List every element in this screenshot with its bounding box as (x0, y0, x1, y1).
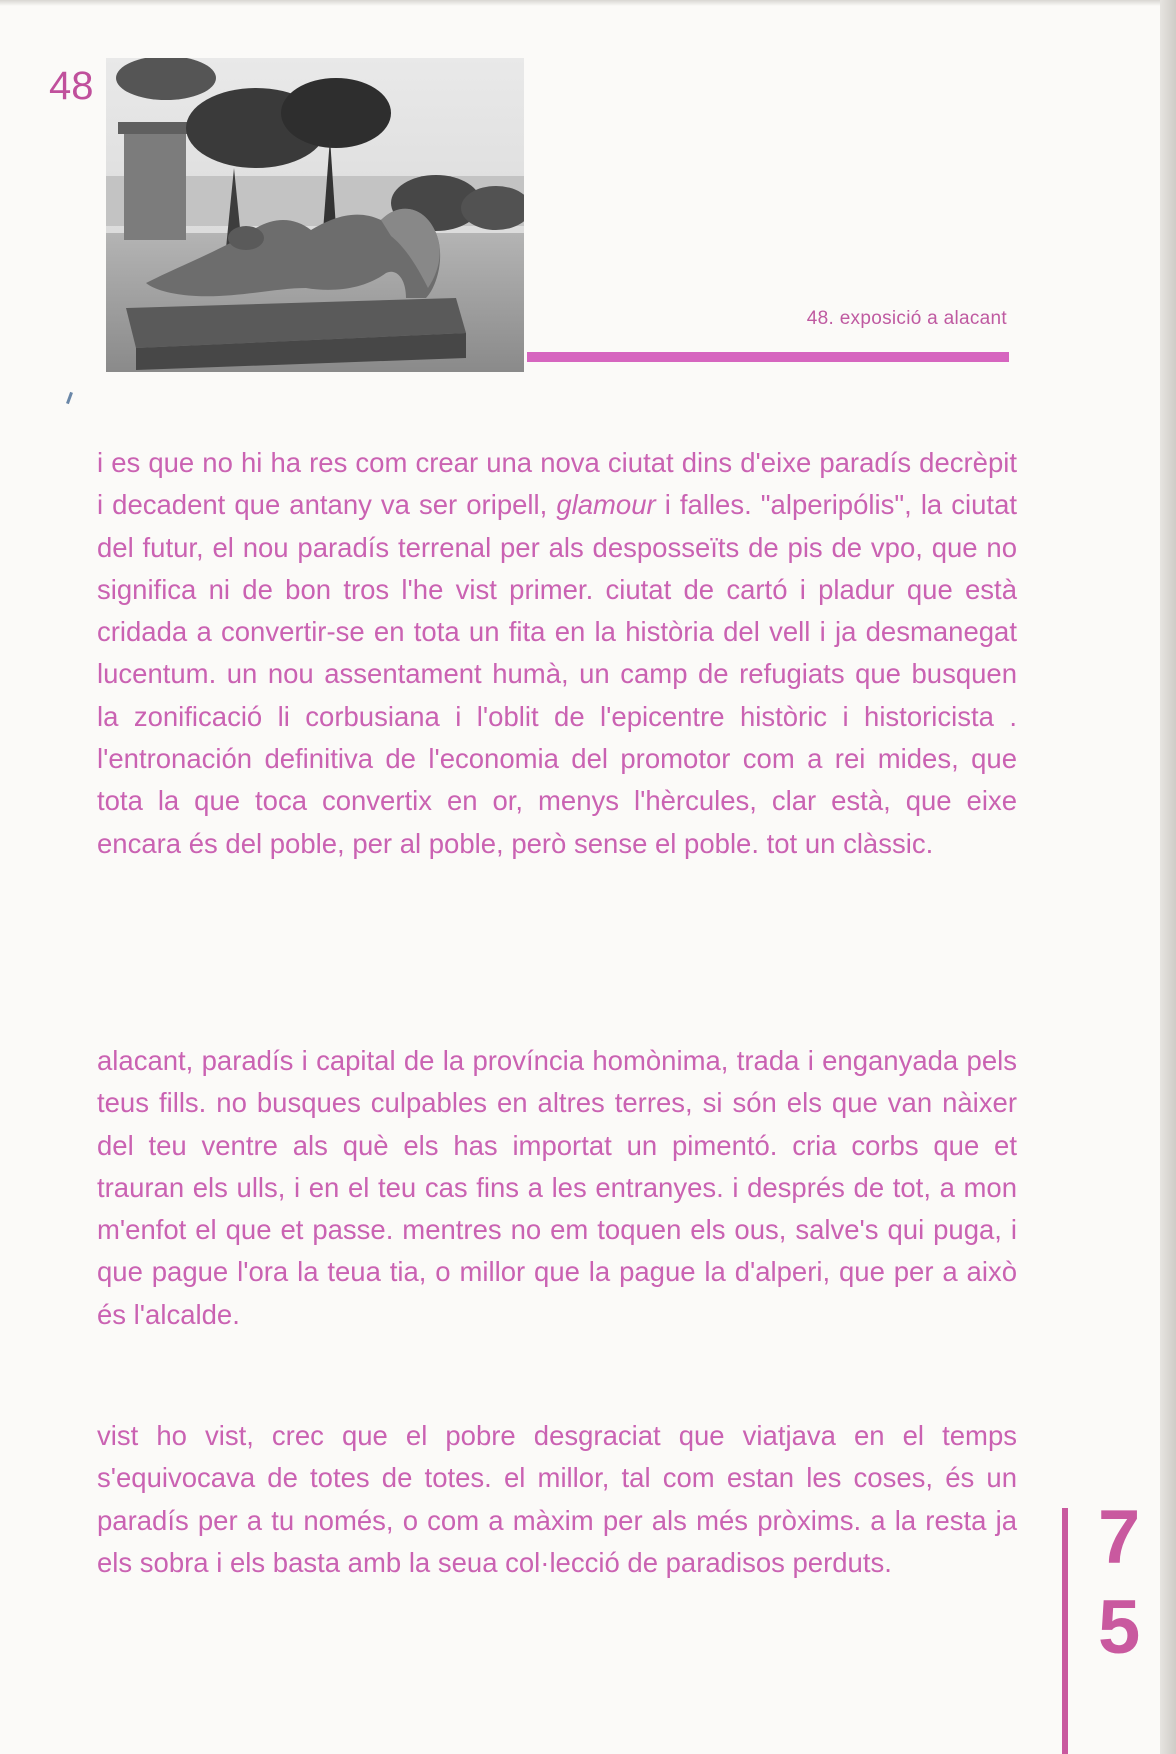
page-number-digit-2: 5 (1098, 1585, 1141, 1670)
page-top-edge (0, 0, 1176, 6)
paragraph-2 (97, 1040, 1017, 1336)
scan-mark (66, 392, 73, 404)
sculpture-photo (106, 58, 524, 372)
paragraph-2-text: alacant, paradís i capital de la província homònima, trada i enganyada pels teus fills. no busques culpables en altres terres, si són els que van nàixer del teu ventre als què els has importat un pimentó. cria corbs que et trauran els ulls, i en el teu cas fins a les entranyes. i després de tot, a mon m'enfot el que et passe. mentres no em toquen els ous, salve's qui puga, i que pague l'ora la teua tia, o millor que la pague la d'alperi, que per a això és l'alcalde. (97, 1045, 1017, 1330)
paragraph-3-text: vist ho vist, crec que el pobre desgraciat que viatjava en el temps s'equivocava de totes de totes. el millor, tal com estan les coses, és un paradís per a tu només, o com a màxim per als més pròxims. a la resta ja els sobra i els basta amb la seua col·lecció de paradisos perduts. (97, 1420, 1017, 1578)
page-number-digit-1: 7 (1098, 1495, 1141, 1580)
caption-accent-bar (527, 352, 1009, 362)
folio-rule (1062, 1508, 1068, 1754)
paragraph-1-text: i es que no hi ha res com crear una nova ciutat dins d'eixe paradís decrèpit i decadent que antany va ser oripell, glamour i falles. "alperipólis", la ciutat del futur, el nou paradís terrenal per als desposseïts de pis de vpo, que no significa ni de bon tros l'he vist primer. ciutat de cartó i pladur que està cridada a convertir-se en tota un fita en la història del vell i ja desmanegat lucentum. un nou assentament humà, un camp de refugiats que busquen la zonificació li corbusiana i l'oblit de l'epicentre històric i historicista . l'entronación definitiva de l'economia del promotor com a rei mides, que tota la que toca convertix en or, menys l'hèrcules, clar està, que eixe encara és del poble, per al poble, però sense el poble. tot un clàssic. (97, 447, 1018, 859)
glamour-emphasis: glamour (556, 489, 656, 521)
paragraph-3 (97, 1415, 1017, 1584)
page-right-edge (1160, 0, 1176, 1754)
figure-caption: 48. exposició a alacant (806, 308, 1007, 329)
paragraph-1 (97, 442, 1017, 865)
figure-number: 48 (49, 64, 94, 108)
